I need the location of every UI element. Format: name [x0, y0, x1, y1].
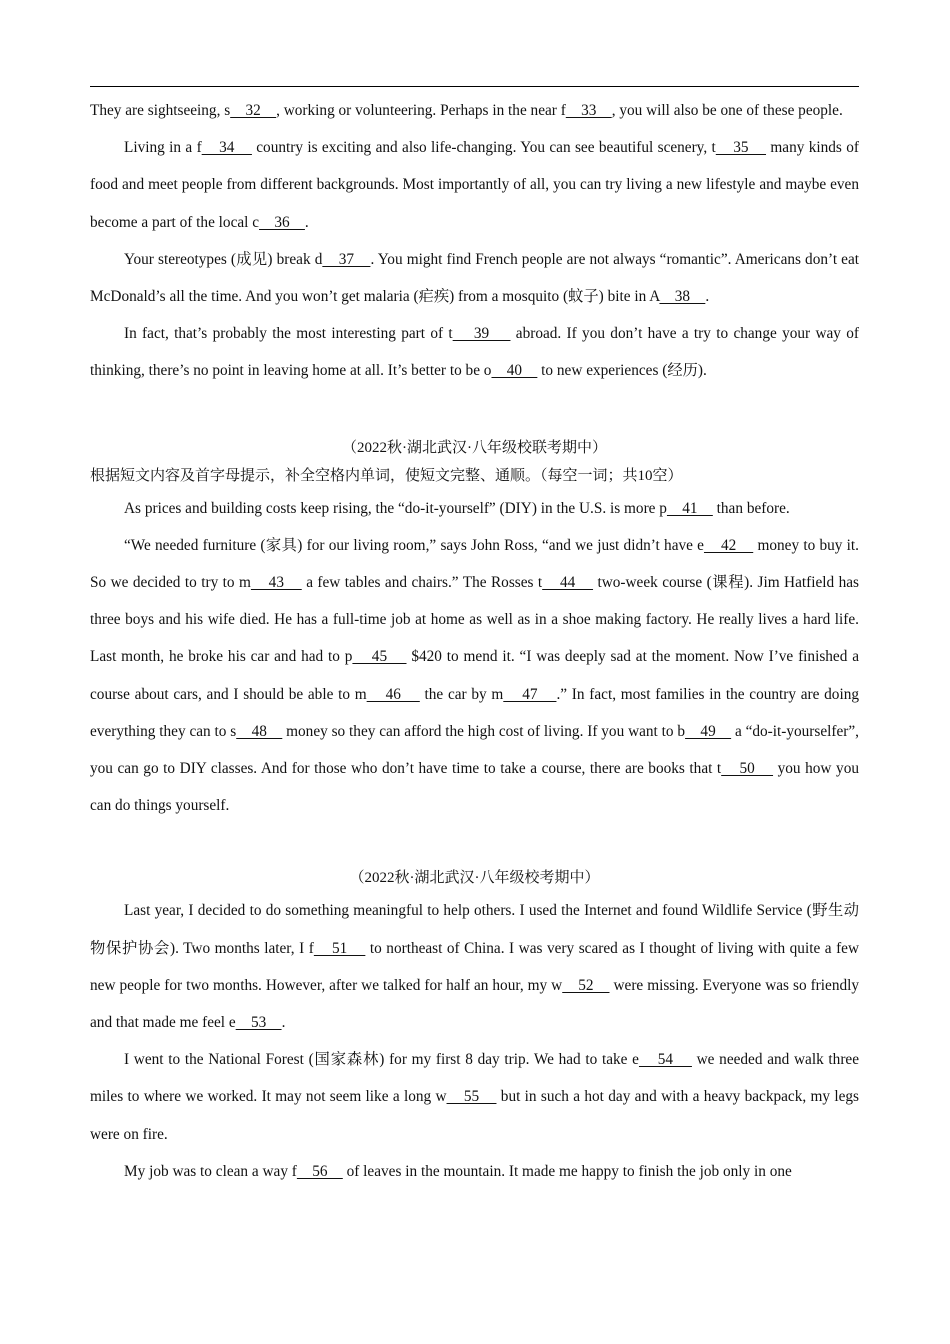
blank-39: 39 [452, 325, 511, 343]
p3-para-2: I went to the National Forest (国家森林) for my first 8 day trip. We had to take e 54 we needed and walk three miles to where we worked. It may not seem like a long w 55 but in such a hot day and with a heavy backpack, my legs were on fire. [90, 1051, 860, 1143]
blank-47: 47 [503, 685, 557, 703]
blank-38: 38 [659, 288, 706, 306]
blank-41: 41 [666, 499, 713, 517]
blank-34: 34 [201, 139, 252, 157]
p2-para-1: As prices and building costs keep rising, the “do-it-yourself” (DIY) in the U.S. is more p 41 than before. [124, 499, 790, 517]
p1-para-1: They are sightseeing, s 32 , working or volunteering. Perhaps in the near f 33 , you will also be one of these people. [90, 102, 843, 119]
blank-45: 45 [352, 648, 407, 666]
p1-para-4: In fact, that’s probably the most interesting part of t 39 abroad. If you don’t have a try to change your way of thinking, there’s no point in leaving home at all. It’s better to be o 40 to new experiences (经历). [90, 325, 859, 380]
passage-1 [90, 92, 859, 390]
passage-2 [90, 434, 859, 825]
p1-para-3: Your stereotypes (成见) break d 37 . You might find French people are not always “romantic”. Americans don’t eat McDonald’s all the time. And you won’t get malaria (疟疾) from a mosquito (蚊子) bite in A 38 . [90, 250, 860, 306]
blank-56: 56 [296, 1162, 343, 1180]
blank-48: 48 [236, 722, 283, 740]
blank-52: 52 [562, 976, 610, 994]
p3-para-3: My job was to clean a way f 56 of leaves in the mountain. It made me happy to finish the job only in one [124, 1162, 792, 1180]
p1-para-2: Living in a f 34 country is exciting and also life-changing. You can see beautiful scenery, t 35 many kinds of food and meet people from different backgrounds. Most importantly of all, you can try living a new lifestyle and maybe even become a part of the local c 36 . [90, 139, 859, 231]
blank-36: 36 [259, 213, 305, 231]
blank-46: 46 [366, 685, 420, 703]
blank-44: 44 [542, 574, 594, 592]
blank-55: 55 [446, 1088, 497, 1106]
p2-para-2: “We needed furniture (家具) for our living room,” says John Ross, “and we just didn’t have e 42 money to buy it. So we decided to try to m 43 a few tables and chairs.” The Rosses t 44 two-week course (课程). Jim Hatfield has three boys and his wife died. He has a full-time job at home as well as in a shoe making factory. He really lives a hard life. Last month, he broke his car and had to p 45 $420 to mend it. “I was deeply sad at the moment. Now I’ve finished a course about cars, and I should be able to m 46 the car by m 47 .” In fact, most families in the country are doing everything they can to s 48 money so they can afford the high cost of living. If you want to b 49 a “do-it-yourselfer”, you can go to DIY classes. And for those who don’t have time to take a course, there are books that t 50 you how you can do things yourself. [90, 536, 859, 815]
blank-50: 50 [721, 760, 774, 778]
header-rule [90, 86, 859, 87]
p2-instruction: 根据短文内容及首字母提示，补全空格内单词，使短文完整、通顺。（每空一词；共10空） [90, 467, 683, 484]
blank-49: 49 [685, 722, 732, 740]
p2-source: （2022秋·湖北武汉·八年级校联考期中） [342, 439, 607, 456]
blank-37: 37 [322, 250, 371, 268]
p3-para-1: Last year, I decided to do something meaningful to help others. I used the Internet and found Wildlife Service (野生动物保护协会). Two months later, I f 51 to northeast of China. I was very scared as I thought of living with quite a few new people for two months. However, after we talked for half an hour, my w 52 were missing. Everyone was so friendly and that made me feel e 53 . [90, 902, 860, 1032]
p3-source: （2022秋·湖北武汉·八年级校考期中） [349, 870, 600, 887]
blank-43: 43 [250, 574, 302, 592]
blank-54: 54 [638, 1051, 692, 1069]
blank-40: 40 [491, 362, 538, 380]
blank-42: 42 [703, 536, 754, 554]
blank-53: 53 [235, 1014, 282, 1032]
blank-33: 33 [565, 102, 612, 119]
passage-3 [90, 864, 859, 1190]
blank-35: 35 [715, 139, 767, 157]
blank-32: 32 [230, 102, 277, 119]
document-body [90, 92, 859, 1190]
blank-51: 51 [313, 939, 366, 957]
spacer [90, 390, 859, 434]
spacer [90, 824, 859, 864]
